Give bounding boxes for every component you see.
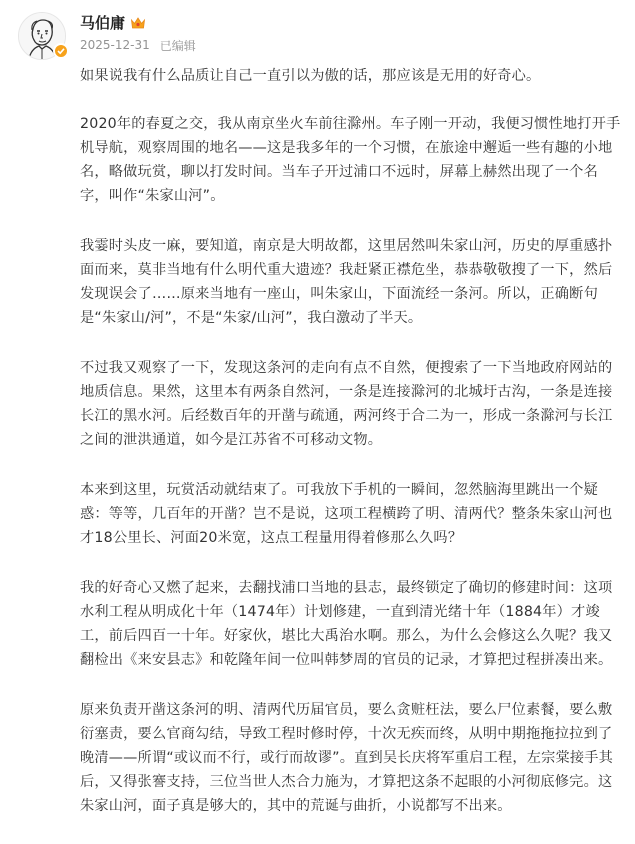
post-paragraph: 不过我又观察了一下，发现这条河的走向有点不自然，便搜索了一下当地政府网站的地质信息。果然，这里本有两条自然河，一条是连接滁河的北城圩古沟，一条是连接长江的黑水河。后经数百年的开凿与疏通，两河终于合二为一，形成一条滁河与长江之间的泄洪通道，如今是江苏省不可移动文物。 xyxy=(80,360,613,448)
post-paragraph: 原来负责开凿这条河的明、清两代历届官员，要么贪赃枉法，要么尸位素餐，要么敷衍塞责，要么官商勾结，导致工程时修时停，十次无疾而终，从明中期拖拖拉拉到了晚清——所谓“或议而不行，或行而故谬”。直到吴长庆将军重启工程，左宗棠接手其后，又得张謇支持，三位当世人杰合力施为，才算把这条不起眼的小河彻底修完。这朱家山河，面子真是够大的，其中的荒诞与曲折，小说都写不出来。 xyxy=(80,702,614,814)
post-paragraph: 2020年的春夏之交，我从南京坐火车前往滁州。车子刚一开动，我便习惯性地打开手机导航，观察周围的地名——这是我多年的一个习惯，在旅途中邂逅一些有趣的小地名，略做玩赏，聊以打发时间。当车子开过浦口不远时，屏幕上赫然出现了一个名字，叫作“朱家山河”。 xyxy=(80,116,621,204)
post-paragraph: 如果说我有什么品质让自己一直引以为傲的话，那应该是无用的好奇心。 xyxy=(80,68,541,84)
crown-icon[interactable] xyxy=(130,15,146,29)
post-paragraph: 我霎时头皮一麻，要知道，南京是大明故都，这里居然叫朱家山河，历史的厚重感扑面而来，莫非当地有什么明代重大遗迹？我赶紧正襟危坐，恭恭敬敬搜了一下，然后发现误会了……原来当地有一座山，叫朱家山，下面流经一条河。所以，正确断句是“朱家山/河”，不是“朱家/山河”，我白激动了半天。 xyxy=(80,238,613,326)
post-date[interactable]: 2025-12-31 xyxy=(80,38,150,52)
verified-badge-icon xyxy=(53,43,69,59)
post-paragraph: 我的好奇心又燃了起来，去翻找浦口当地的县志，最终锁定了确切的修建时间：这项水利工程从明成化十年（1474年）计划修建，一直到清光绪十年（1884年）才竣工，前后四百一十年。好家伙，堪比大禹治水啊。那么，为什么会修这么久呢？我又翻检出《来安县志》和乾隆年间一位叫韩梦周的官员的记录，才算把过程拼凑出来。 xyxy=(80,580,613,668)
post-content xyxy=(80,64,625,844)
author-name-row xyxy=(80,12,146,32)
username[interactable]: 马伯庸 xyxy=(80,13,126,32)
edited-label: 已编辑 xyxy=(159,38,196,53)
post-paragraph: 本来到这里，玩赏活动就结束了。可我放下手机的一瞬间，忽然脑海里跳出一个疑惑：等等，几百年的开凿？岂不是说，这项工程横跨了明、清两代？整条朱家山河也才18公里长、河面20米宽，这点工程量用得着修那么久吗？ xyxy=(80,482,613,546)
post-meta xyxy=(80,36,196,54)
